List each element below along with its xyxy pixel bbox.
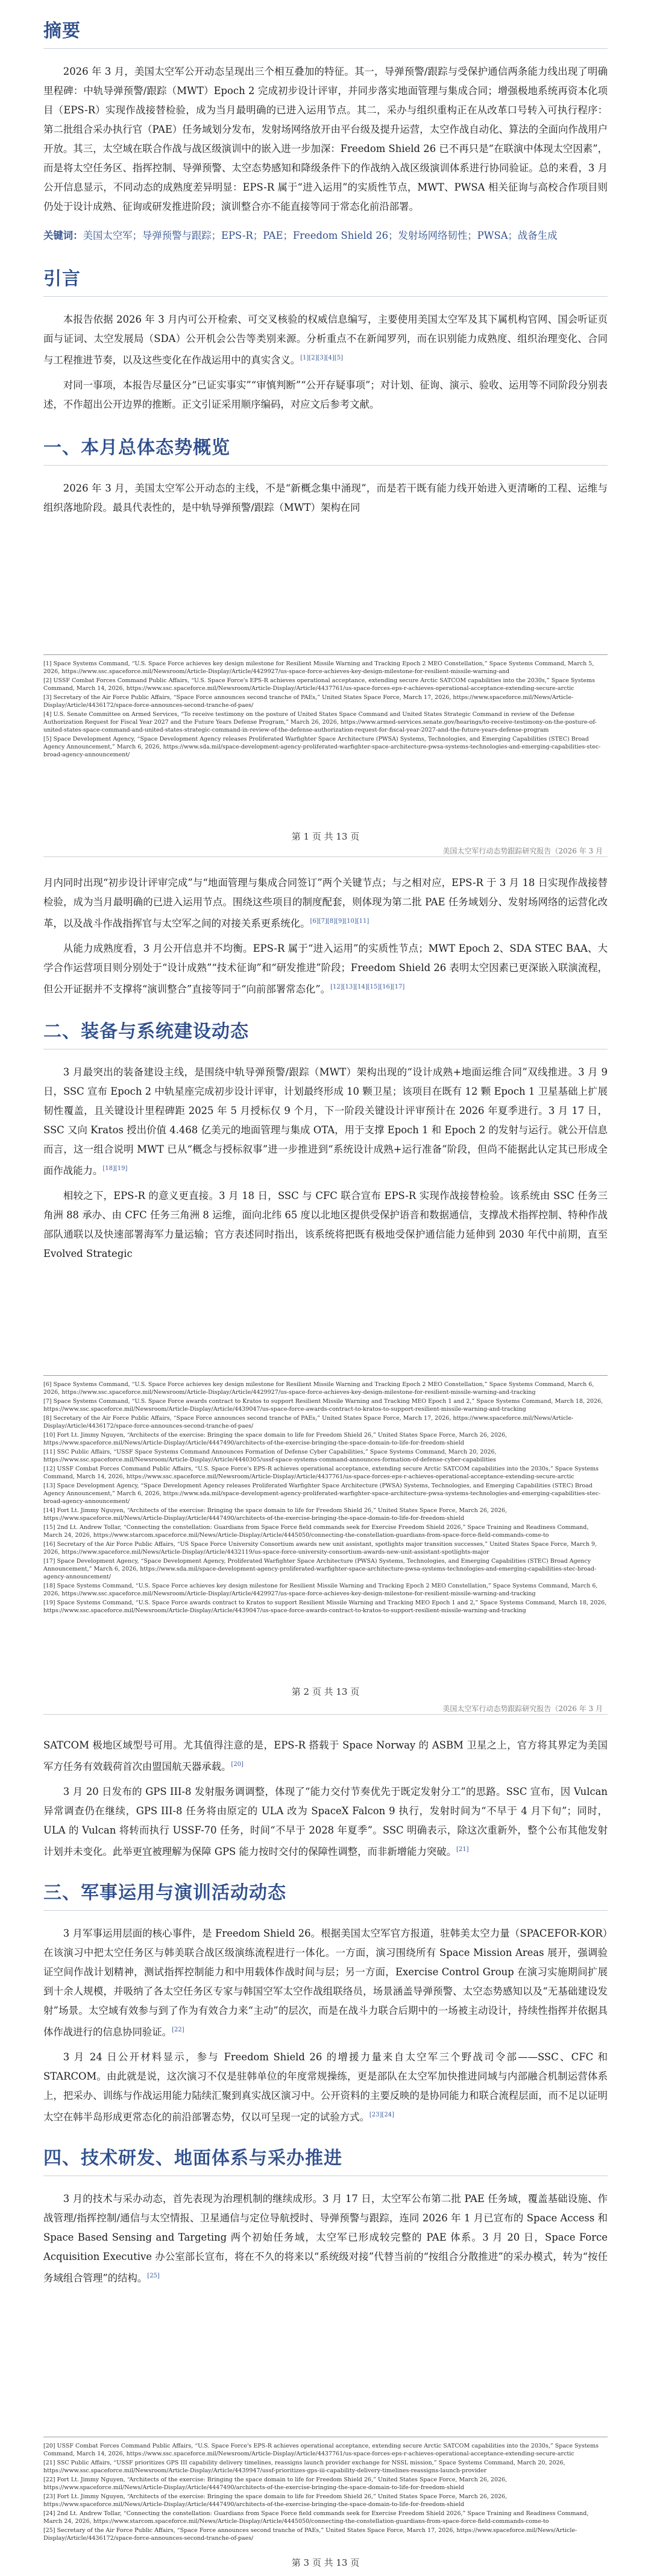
gps-paragraph <box>43 1782 608 1861</box>
footnote: [12] USSF Combat Forces Command Public Affairs, “U.S. Space Force's EPS-R achieves operational acceptance, extending secure Arctic SATCOM capabilities into the 2030s,” Space Systems Command, March 14, 2026, https://www.ssc.spaceforce.mil/Newsroom/Article-Display/Article/4437761/us-space-forces-eps-r-achieves-operational-acceptance-extending-secure-arctic <box>43 1466 599 1480</box>
running-header: 美国太空军行动态势跟踪研究报告（2026 年 3 月 <box>442 847 603 855</box>
report-page-2 <box>0 862 651 1725</box>
citation[interactable]: [20] <box>231 1761 244 1768</box>
footnote: [7] Space Systems Command, “U.S. Space Force awards contract to Kratos to support Resilient Missile Warning and Tracking MEO Epoch 1 and 2,” Space Systems Command, March 18, 2026, https://www.ssc.spaceforce.mil/Newsroom/Article-Display/Article/4439047/us-space-force-awards-contract-to-kratos-to-support-resilient-missile-warning-and-tracking <box>43 1398 603 1413</box>
footnote: [25] Secretary of the Air Force Public Affairs, “Space Force announces second tranche of PAEs,” United States Space Force, March 17, 2026, https://www.spaceforce.mil/News/Article-Display/Article/4436172/space-force-announces-second-tranche-of-paes/ <box>43 2527 577 2542</box>
page-number: 第 2 页 共 13 页 <box>291 1686 360 1697</box>
intro-paragraph-1 <box>43 310 608 370</box>
page-1-body <box>43 16 608 524</box>
section-4-text-1: 3 月的技术与采办动态，首先表现为治理机制的继续成形。3 月 17 日，太空军公布第二批 PAE 任务域，覆盖基础设施、作战管理/指挥控制/通信与太空情报、卫星通信与定位导航授时、导弹预警与跟踪，连同 2026 年 1 月已宣布的 Space Access 和 Space Based Sensing and Targeting 两个初始任务域，太空军已形成较完整的 PAE 体系。3 月 20 日，Space Force Acquisition Executive 办公室部长宣布，将在不久的将来以“系统级对接”代替当前的“按组合分散推进”的采办模式，转为“按任务域组合管理”的结构。 <box>43 2192 608 2284</box>
footnote: [5] Space Development Agency, “Space Development Agency releases Proliferated Warfighter Space Architecture (PWSA) Systems, Technologies, and Emerging Capabilities (STEC) Broad Agency Announcement,” March 6, 2026, https://www.sda.mil/space-development-agency-proliferated-warfighter-space-architecture-pwsa-systems-technologies-and-emerging-capabilities-stec-broad-agency-announcement/ <box>43 736 601 758</box>
section-1-paragraph-1: 2026 年 3 月，美国太空军公开动态的主线，不是“新概念集中涌现”，而是若干既有能力线开始进入更清晰的工程、运维与组织落地阶段。最具代表性的，是中轨导弹预警/跟踪（MWT）架构在同 <box>43 483 608 514</box>
report-page-1 <box>0 0 651 862</box>
citation[interactable]: [6][7][8][9][10][11] <box>310 918 370 925</box>
footnote: [23] Fort Lt. Jimmy Nguyen, “Architects of the exercise: Bringing the space domain to life for Freedom Shield 26,” United States Space Force, March 26, 2026, https://www.spaceforce.mil/News/Article-Display/Article/4447490/architects-of-the-exercise-bringing-the-space-domain-to-life-for-freedom-shield <box>43 2493 508 2508</box>
section-2-paragraph-1 <box>43 1063 608 1180</box>
page-divider <box>43 1714 608 1715</box>
footnote: [16] Secretary of the Air Force Public Affairs, “US Space Force University Consortium awards new unit assistant, spotlights major transition successes,” United States Space Force, March 9, 2026, https://www.spaceforce.mil/News/Article-Display/Article/4432119/us-space-force-university-consortium-awards-new-unit-assistant-spotlights-major <box>43 1541 597 1555</box>
continuation-text: SATCOM 极地区域型号可用。尤其值得注意的是，EPS-R 搭载于 Space Norway 的 ASBM 卫星之上，官方将其界定为美国军方任务有效载荷首次由盟国航天器承载。 <box>43 1739 608 1773</box>
footnote: [2] USSF Combat Forces Command Public Affairs, “U.S. Space Force's EPS-R achieves operational acceptance, extending secure Arctic SATCOM capabilities into the 2030s,” Space Systems Command, March 14, 2026, https://www.ssc.spaceforce.mil/Newsroom/Article-Display/Article/4437761/us-space-forces-eps-r-achieves-operational-acceptance-extending-secure-arctic <box>43 677 595 692</box>
footnote: [14] Fort Lt. Jimmy Nguyen, “Architects of the exercise: Bringing the space domain to life for Freedom Shield 26,” United States Space Force, March 26, 2026, https://www.spaceforce.mil/News/Article-Display/Article/4447490/architects-of-the-exercise-bringing-the-space-domain-to-life-for-freedom-shield <box>43 1507 508 1522</box>
footnote: [11] SSC Public Affairs, “USSF Space Systems Command Announces Formation of Defense Cyber Capabilities,” Space Systems Command, March 20, 2026, https://www.ssc.spaceforce.mil/Newsroom/Article-Display/Article/4440305/ussf-space-systems-command-announces-formation-of-defense-cyber-capabilities <box>43 1449 497 1463</box>
keywords <box>43 226 608 245</box>
keywords-text: 美国太空军；导弹预警与跟踪；EPS-R；PAE；Freedom Shield 26；发射场网络韧性；PWSA；战备生成 <box>83 230 558 241</box>
keywords-label: 关键词： <box>43 230 83 241</box>
section-3-text-1: 3 月军事运用层面的核心事件，是 Freedom Shield 26。根据美国太空军官方报道，驻韩美太空力量（SPACEFOR-KOR）在该演习中把太空任务区与韩美联合战区级演练流程进行一体化。一方面，演习围绕所有 Space Mission Areas 展开，强调验证空间作战计划精神，测试指挥控制能力和中用载体作战时间与层；另一方面，Exercise Control Group 在演习实施期间扩展到十余人规模，并吸纳了各太空任务区专家与韩国空军太空作战组联络员，场景涵盖导弹预警、太空态势感知以及“无基础建设发射”场景。太空域有效参与到了作为有效合力来“主动”的层次，而是在战斗力联合后期中的一场被主动设计，持续性指挥并依据具体作战进行的信息协同验证。 <box>43 1927 608 2038</box>
continuation-text: 月内同时出现“初步设计评审完成”与“地面管理与集成合同签订”两个关键节点；与之相对应，EPS-R 于 3 月 18 日实现作战接替检验，成为当月最明确的已进入运用节点。围绕这些项目的制度配套，则体现为第二批 PAE 任务域划分、发射场网络的运营化改革，以及战斗作战指挥官与太空军之间的对接关系更系统化。 <box>43 877 608 929</box>
section-3-paragraph-2 <box>43 2048 608 2127</box>
footnote: [15] 2nd Lt. Andrew Tollar, “Connecting the constellation: Guardians from Space Force field commands seek for Exercise Freedom Shield 2026,” Space Training and Readiness Command, March 24, 2026, https://www.starcom.spaceforce.mil/News/Article-Display/Article/4445050/connecting-the-constellation-guardians-from-space-force-field-commands-come-to <box>43 1524 589 1539</box>
footnotes-page-1 <box>43 654 608 760</box>
abstract-heading: 摘要 <box>43 16 608 49</box>
footnote: [10] Fort Lt. Jimmy Nguyen, “Architects of the exercise: Bringing the space domain to life for Freedom Shield 26,” United States Space Force, March 26, 2026, https://www.spaceforce.mil/News/Article-Display/Article/4447490/architects-of-the-exercise-bringing-the-space-domain-to-life-for-freedom-shield <box>43 1432 508 1446</box>
footnote: [22] Fort Lt. Jimmy Nguyen, “Architects of the exercise: Bringing the space domain to life for Freedom Shield 26,” United States Space Force, March 26, 2026, https://www.spaceforce.mil/News/Article-Display/Article/4447490/architects-of-the-exercise-bringing-the-space-domain-to-life-for-freedom-shield <box>43 2476 508 2491</box>
footnotes-page-2 <box>43 1375 608 1616</box>
maturity-text: 从能力成熟度看，3 月公开信息并不均衡。EPS-R 属于“进入运用”的实质性节点；MWT Epoch 2、SDA STEC BAA、大学合作运营项目则分别处于“设计成熟”“技术征询”和“研发推进”阶段；Freedom Shield 26 表明太空因素已更深嵌入联演流程，但公开证据并不支撑将“演训整合”直接等同于“向前部署常态化”。 <box>43 943 608 995</box>
intro-heading: 引言 <box>43 264 608 297</box>
section-3-heading: 三、军事运用与演训活动动态 <box>43 1878 608 1911</box>
intro-text-1: 本报告依据 2026 年 3 月内可公开检索、可交叉核验的权威信息编写，主要使用美国太空军及其下属机构官网、国会听证页面与证词、太空发展局（SDA）公开机会公告等类别来源。分析重点不在新闻罗列，而在识别能力成熟度、组织治理变化、合同与工程推进节奏，以及这些变化在作战运用中的真实含义。 <box>43 314 608 366</box>
section-3-paragraph-1 <box>43 1924 608 2042</box>
footnotes-page-3 <box>43 2437 608 2543</box>
running-header: 美国太空军行动态势跟踪研究报告（2026 年 3 月 <box>442 1704 603 1713</box>
citation[interactable]: [18][19] <box>102 1165 128 1172</box>
page-number: 第 1 页 共 13 页 <box>291 831 360 842</box>
section-2-heading: 二、装备与系统建设动态 <box>43 1016 608 1049</box>
continuation-paragraph <box>43 873 608 933</box>
footnote: [6] Space Systems Command, “U.S. Space Force achieves key design milestone for Resilient Missile Warning and Tracking Epoch 2 MEO Constellation,” Space Systems Command, March 6, 2026, https://www.ssc.spaceforce.mil/Newsroom/Article-Display/Article/4429927/us-space-force-achieves-key-design-milestone-for-resilient-missile-warning-and-tracking <box>43 1381 594 1396</box>
citation[interactable]: [25] <box>147 2272 160 2279</box>
page-2-body <box>43 873 608 1270</box>
report-page-3 <box>0 1725 651 2576</box>
footnote: [18] Space Systems Command, “U.S. Space Force achieves key design milestone for Resilient Missile Warning and Tracking Epoch 2 MEO Constellation,” Space Systems Command, March 6, 2026, https://www.ssc.spaceforce.mil/Newsroom/Article-Display/Article/4429927/us-space-force-achieves-key-design-milestone-for-resilient-missile-warning-and-tracking <box>43 1583 598 1597</box>
footnote: [3] Secretary of the Air Force Public Affairs, “Space Force announces second tranche of PAEs,” United States Space Force, March 17, 2026, https://www.spaceforce.mil/News/Article-Display/Article/4436172/space-force-announces-second-tranche-of-paes/ <box>43 694 574 709</box>
citation[interactable]: [23][24] <box>369 2112 394 2119</box>
section-1-heading: 一、本月总体态势概览 <box>43 432 608 466</box>
footnote: [21] SSC Public Affairs, “USSF prioritizes GPS III capability delivery timelines, reassigns launch provider exchange for NSSL mission,” Space Systems Command, March 20, 2026, https://www.ssc.spaceforce.mil/Newsroom/Article-Display/Article/4439947/ussf-prioritizes-gps-iii-capability-delivery-timelines-reassigns-launch-provider <box>43 2460 565 2474</box>
section-4-heading: 四、技术研发、地面体系与采办推进 <box>43 2143 608 2176</box>
continuation-paragraph <box>43 1736 608 1776</box>
intro-paragraph-2: 对同一事项，本报告尽量区分“已证实事实”“审慎判断”“公开存疑事项”；对计划、征询、演示、验收、运用等不同阶段分别表述，不作超出公开边界的推断。正文引证采用顺序编码，对应文后参考文献。 <box>43 379 608 411</box>
footnote: [20] USSF Combat Forces Command Public Affairs, “U.S. Space Force's EPS-R achieves operational acceptance, extending secure Arctic SATCOM capabilities into the 2030s,” Space Systems Command, March 14, 2026, https://www.ssc.spaceforce.mil/Newsroom/Article-Display/Article/4437761/us-space-forces-eps-r-achieves-operational-acceptance-extending-secure-arctic <box>43 2443 599 2457</box>
section-2-paragraph-2: 相较之下，EPS-R 的意义更直接。3 月 18 日，SSC 与 CFC 联合宣布 EPS-R 实现作战接替检验。该系统由 SSC 任务三角洲 88 承办、由 CFC 任务三角洲 8 运维，面向北纬 65 度以北地区提供受保护语音和数据通信，支撑战术指挥控制、特种作战部队通联以及快速部署海军力量运输；官方表述同时指出，该系统将把既有极地受保护通信能力延伸到 2030 年代中前期，直至 Evolved Strategic <box>43 1190 608 1260</box>
citation[interactable]: [12][13][14][15][16][17] <box>330 984 405 991</box>
abstract-paragraph: 2026 年 3 月，美国太空军公开动态呈现出三个相互叠加的特征。其一，导弹预警/跟踪与受保护通信两条能力线出现了明确里程碑：中轨导弹预警/跟踪（MWT）Epoch 2 完成初步设计评审，并同步落实地面管理与集成合同；增强极地系统再资本化项目（EPS-R）实现作战接替检验，成为当月最明确的已进入运用节点。其二，采办与组织重构正在从改革口号转入可执行程序：第二批组合采办执行官（PAE）任务域划分发布，发射场网络放开由平台级及提升运营，太空作战自动化、算法的全面向作战用户开放。其三，太空域在联合作战与战区级演训中的嵌入进一步加深：Freedom Shield 26 已不再只是“在联演中体现太空因素”，而是将太空任务区、指挥控制、导弹预警、太空态势感知和降级条件下的作战纳入战区级演训体系进行协同验证。总的来看，3 月公开信息显示，不同动态的成熟度差异明显：EPS-R 属于“进入运用”的实质性节点，MWT、PWSA 相关征询与高校合作项目则仍处于设计成熟、征询或研发推进阶段；演训整合亦不能直接等同于常态化前沿部署。 <box>43 66 608 212</box>
section-3-text-2: 3 月 24 日公开材料显示，参与 Freedom Shield 26 的增援力量来自太空军三个野战司令部——SSC、CFC 和 STARCOM。由此就是说，这次演习不仅是驻韩单位的年度常规操练，更是部队在太空军加快推进同域与内部融合机制运营体系上，把采办、训练与作战运用能力陆续汇聚到真实战区演习中。公开资料的主要反映的是协同能力和联合流程层面，而不足以证明太空在韩半岛形成更常态化的前沿部署态势，仅以可呈现一定的试验方式。 <box>43 2051 608 2123</box>
footnote: [8] Secretary of the Air Force Public Affairs, “Space Force announces second tranche of PAEs,” United States Space Force, March 17, 2026, https://www.spaceforce.mil/News/Article-Display/Article/4436172/space-force-announces-second-tranche-of-paes/ <box>43 1415 574 1429</box>
page-divider <box>43 856 608 857</box>
gps-text: 3 月 20 日发布的 GPS III-8 发射服务调调整，体现了“能力交付节奏优先于既定发射分工”的思路。SSC 宣布，因 Vulcan 异常调查仍在继续，GPS III-8 任务将由原定的 ULA 改为 SpaceX Falcon 9 执行，发射时间为“不早于 4 月下旬”；同时，ULA 的 Vulcan 将转而执行 USSF-70 任务，时间“不早于 2028 年夏季”。SSC 明确表示，除这次重新外，整个公布其他发射计划并未变化。此举更宜被理解为保障 GPS 能力按时交付的保障性调整，而非新增能力突破。 <box>43 1786 608 1858</box>
citation[interactable]: [21] <box>456 1846 469 1853</box>
citation[interactable]: [1][2][3][4][5] <box>300 355 343 361</box>
footnote: [19] Space Systems Command, “U.S. Space Force awards contract to Kratos to support Resilient Missile Warning and Tracking MEO Epoch 1 and 2,” Space Systems Command, March 18, 2026, https://www.ssc.spaceforce.mil/Newsroom/Article-Display/Article/4439047/us-space-force-awards-contract-to-kratos-to-support-resilient-missile-warning-and-tracking <box>43 1600 607 1614</box>
section-2-text-1: 3 月最突出的装备建设主线，是围绕中轨导弹预警/跟踪（MWT）架构出现的“设计成熟+地面运维合同”双线推进。3 月 9 日，SSC 宣布 Epoch 2 中轨星座完成初步设计评审，计划最终形成 10 颗卫星；该项目在既有 12 颗 Epoch 1 卫星基础上扩展韧性覆盖，且关键设计里程碑距 2025 年 5 月授标仅 9 个月，下一阶段关键设计评审预计在 2026 年夏季进行。3 月 17 日，SSC 又向 Kratos 授出价值 4.468 亿美元的地面管理与集成 OTA，用于支撑 Epoch 1 和 Epoch 2 的发射与运行。就公开信息而言，这一组合说明 MWT 已从“概念与授标叙事”进一步推进到“系统设计成熟+运行准备”阶段，但尚不能据此认定其已形成全面作战能力。 <box>43 1066 608 1177</box>
footnote: [13] Space Development Agency, “Space Development Agency releases Proliferated Warfighter Space Architecture (PWSA) Systems, Technologies, and Emerging Capabilities (STEC) Broad Agency Announcement,” March 6, 2026, https://www.sda.mil/space-development-agency-proliferated-warfighter-space-architecture-pwsa-systems-technologies-and-emerging-capabilities-stec-broad-agency-announcement/ <box>43 1483 601 1505</box>
citation[interactable]: [22] <box>172 2026 184 2033</box>
section-4-paragraph-1 <box>43 2189 608 2288</box>
page-3-body <box>43 1736 608 2294</box>
maturity-paragraph <box>43 939 608 999</box>
footnote: [17] Space Development Agency, “Space Development Agency, Proliferated Warfighter Space Architecture (PWSA) Systems, Technologies, and Emerging Capabilities (STEC) Broad Agency Announcement,” March 6, 2026, https://www.sda.mil/space-development-agency-proliferated-warfighter-space-architecture-pwsa-systems-technologies-and-emerging-capabilities-stec-broad-agency-announcement/ <box>43 1558 597 1580</box>
footnote: [4] U.S. Senate Committee on Armed Services, “To receive testimony on the posture of United States Space Command and United States Strategic Command in review of the Defense Authorization Request for Fiscal Year 2027 and the Future Years Defense Program,” March 26, 2026, https://www.armed-services.senate.gov/hearings/to-receive-testimony-on-the-posture-of-united-states-space-command-and-united-states-strategic-command-in-review-of-the-defense-authorization-request-for-fiscal-year-2027-and-the-future-years-defense-program <box>43 711 597 733</box>
page-number: 第 3 页 共 13 页 <box>291 2557 360 2568</box>
footnote: [1] Space Systems Command, “U.S. Space Force achieves key design milestone for Resilient Missile Warning and Tracking Epoch 2 MEO Constellation,” Space Systems Command, March 5, 2026, https://www.ssc.spaceforce.mil/Newsroom/Article-Display/Article/4429927/us-space-force-achieves-key-design-milestone-for-resilient-missile-warning-and <box>43 660 594 675</box>
footnote: [24] 2nd Lt. Andrew Tollar, “Connecting the constellation: Guardians from Space Force field commands seek for Exercise Freedom Shield 2026,” Space Training and Readiness Command, March 24, 2026, https://www.starcom.spaceforce.mil/News/Article-Display/Article/4445050/connecting-the-constellation-guardians-from-space-force-field-commands-come-to <box>43 2510 589 2525</box>
